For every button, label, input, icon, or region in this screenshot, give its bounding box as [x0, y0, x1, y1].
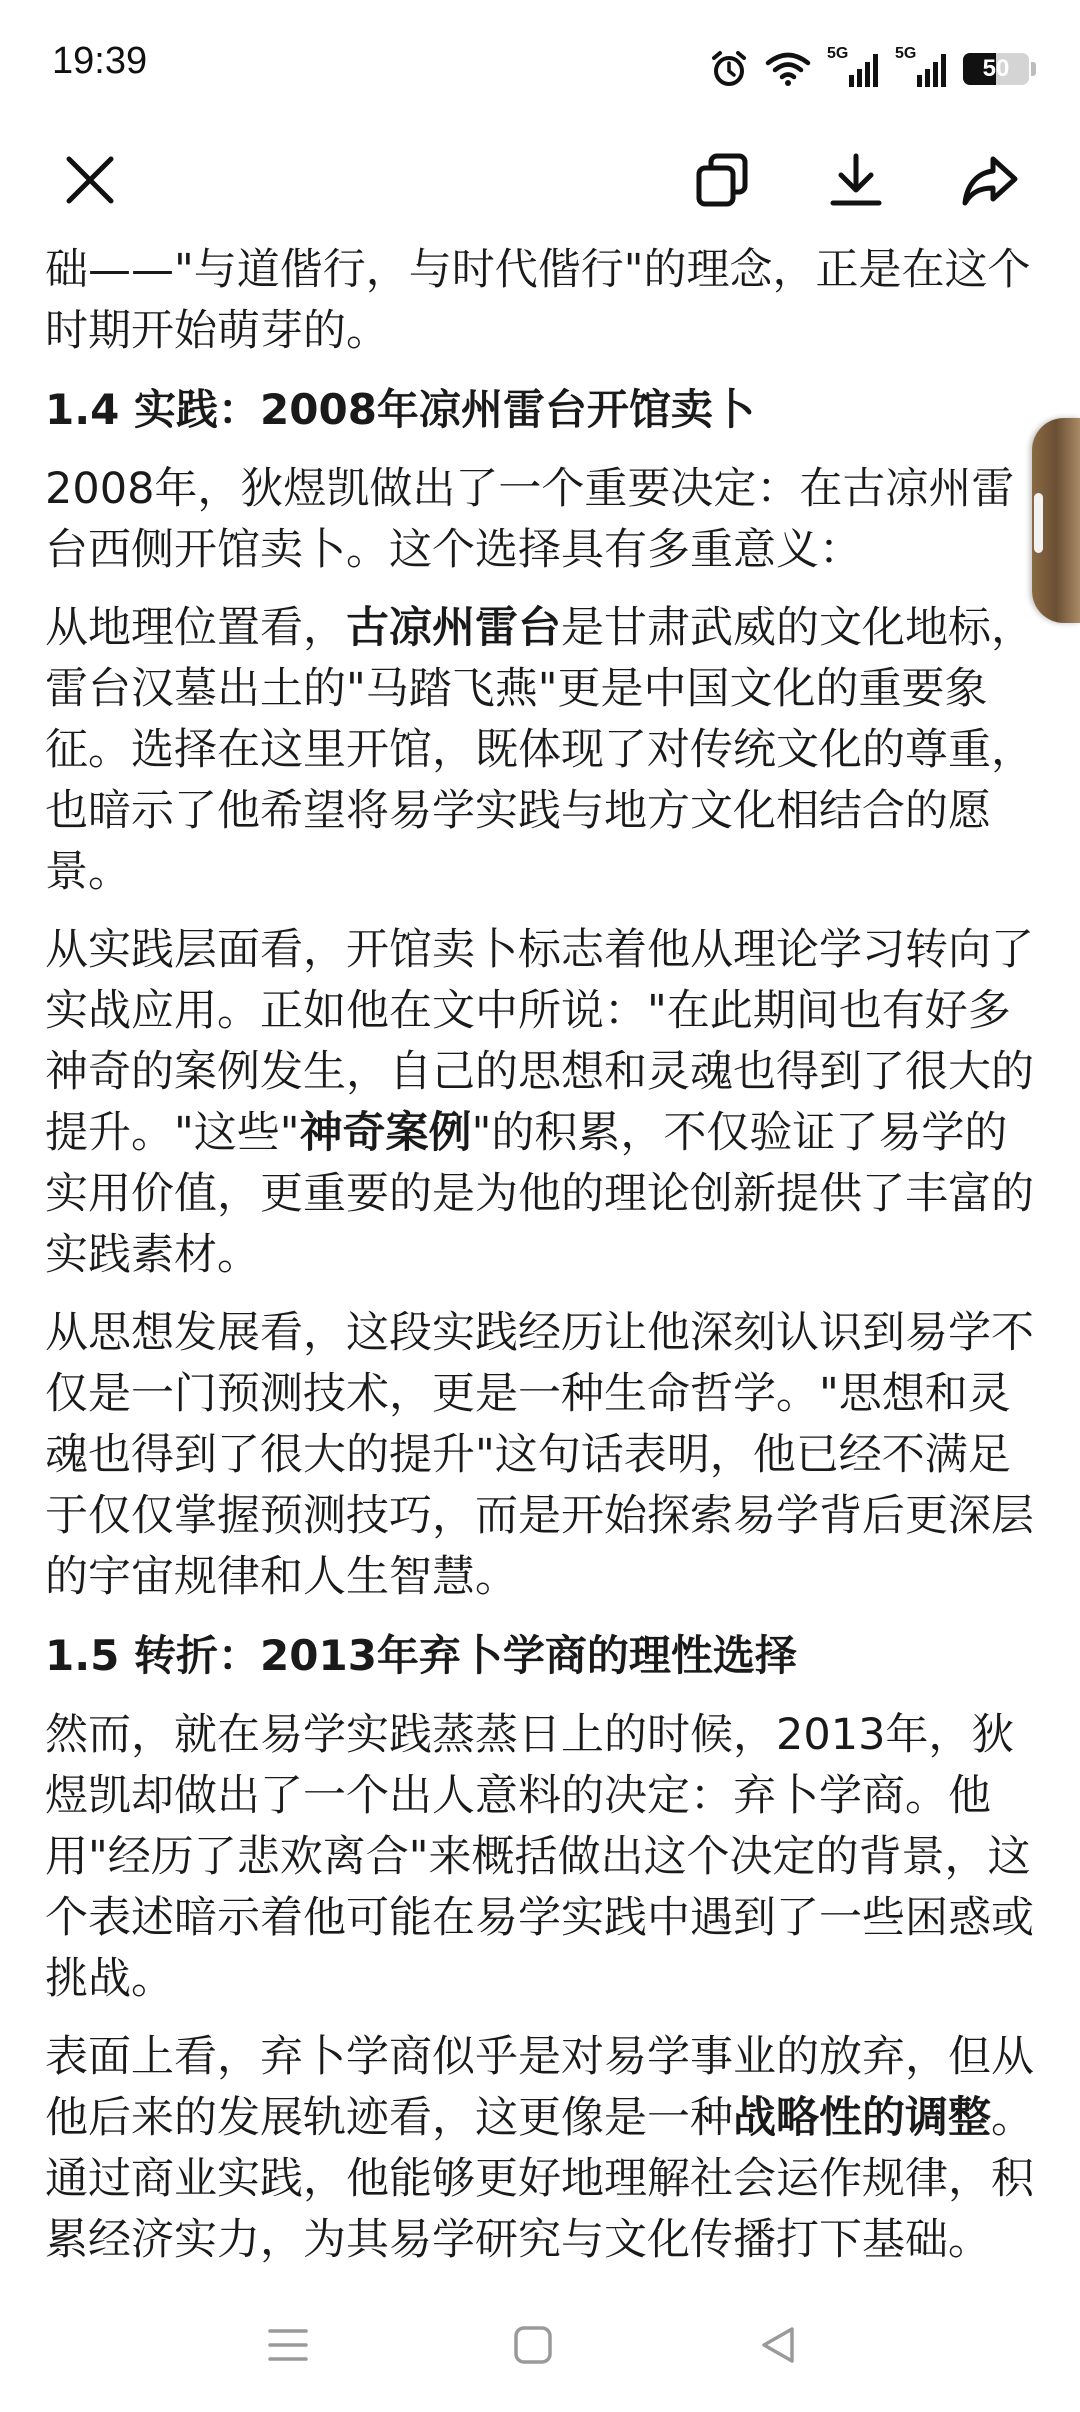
copy-button[interactable]: [682, 140, 762, 220]
copy-icon: [693, 151, 751, 209]
close-button[interactable]: [50, 140, 130, 220]
network-label: 5G: [895, 45, 917, 62]
scroll-handle-grip: [1034, 493, 1043, 553]
recent-apps-button[interactable]: [253, 2310, 323, 2380]
section-heading: 1.5 转折：2013年弃卜学商的理性选择: [45, 1631, 797, 1680]
signal-5g-icon: [895, 45, 947, 89]
status-bar: [0, 0, 1080, 120]
paragraph-text: 表面上看，弃卜学商似乎是对易学事业的放弃，但从他后来的发展轨迹看，这更像是一种: [45, 2032, 1034, 2143]
paragraph-text: 是甘肃武威的文化地标，雷台汉墓出土的"马踏飞燕"更是中国文化的重要象征。选择在这里开馆，既体现了对传统文化的尊重，也暗示了他希望将易学实践与地方文化相结合的愿景。: [45, 603, 1034, 897]
home-square-icon: [513, 2325, 553, 2365]
article-paragraph: 然而，就在易学实践蒸蒸日上的时候，2013年，狄煜凯却做出了一个出人意料的决定：弃卜学商。他用"经历了悲欢离合"来概括做出这个决定的背景，这个表述暗示着他可能在易学实践中遇到了一些困惑或挑战。: [45, 1710, 1034, 2004]
home-button[interactable]: [498, 2310, 568, 2380]
battery-icon: [963, 53, 1036, 85]
share-icon: [959, 151, 1021, 209]
paragraph-text: 从地理位置看，: [45, 603, 346, 653]
battery-cap: [1031, 62, 1036, 76]
network-label: 5G: [827, 45, 849, 62]
download-button[interactable]: [816, 140, 896, 220]
close-icon: [63, 153, 117, 207]
article-paragraph: [45, 920, 1040, 1286]
article-paragraph: 2008年，狄煜凯做出了一个重要决定：在古凉州雷台西侧开馆卖卜。这个选择具有多重意义：: [45, 464, 1015, 575]
article-paragraph: [45, 598, 1040, 903]
bold-phrase: 神奇案例: [299, 1108, 472, 1158]
status-icons: [709, 44, 1036, 94]
battery-percent: 50: [982, 55, 1010, 82]
signal-5g-icon: [827, 45, 879, 89]
menu-icon: [268, 2327, 308, 2363]
article-paragraph: [45, 2027, 1040, 2271]
top-toolbar: [0, 120, 1080, 240]
bold-phrase: 战略性的调整: [733, 2093, 991, 2143]
paragraph-text: 从实践层面看，开馆卖卜标志着他从理论学习转向了实战应用。正如他在文中所说："在此期间也有好多神奇的案例发生，自己的思想和灵魂也得到了很大的提升。"这些": [45, 925, 1034, 1158]
bold-phrase: 古凉州雷台: [346, 603, 561, 653]
paragraph-text: 。通过商业实践，他能够更好地理解社会运作规律，积累经济实力，为其易学研究与文化传播打下基础。: [45, 2093, 1034, 2265]
paragraph-text: "的积累，不仅验证了易学的实用价值，更重要的是为他的理论创新提供了丰富的实践素材。: [45, 1108, 1034, 1280]
article-paragraph: 础——"与道偕行，与时代偕行"的理念，正是在这个时期开始萌芽的。: [45, 245, 1031, 356]
wifi-icon: [765, 51, 811, 87]
alarm-icon: [709, 49, 749, 89]
article-content: [45, 240, 1040, 2280]
section-heading: 1.4 实践：2008年凉州雷台开馆卖卜: [45, 385, 755, 434]
article-paragraph: 从思想发展看，这段实践经历让他深刻认识到易学不仅是一门预测技术，更是一种生命哲学。"思想和灵魂也得到了很大的提升"这句话表明，他已经不满足于仅仅掌握预测技巧，而是开始探索易学背后更深层的宇宙规律和人生智慧。: [45, 1308, 1034, 1602]
back-button[interactable]: [743, 2310, 813, 2380]
share-button[interactable]: [950, 140, 1030, 220]
status-time: 19:39: [52, 40, 148, 82]
battery-level: [963, 53, 1029, 85]
navigation-bar: [0, 2280, 1080, 2412]
download-icon: [827, 151, 885, 209]
scroll-handle[interactable]: [1032, 418, 1080, 623]
back-triangle-icon: [758, 2325, 798, 2365]
